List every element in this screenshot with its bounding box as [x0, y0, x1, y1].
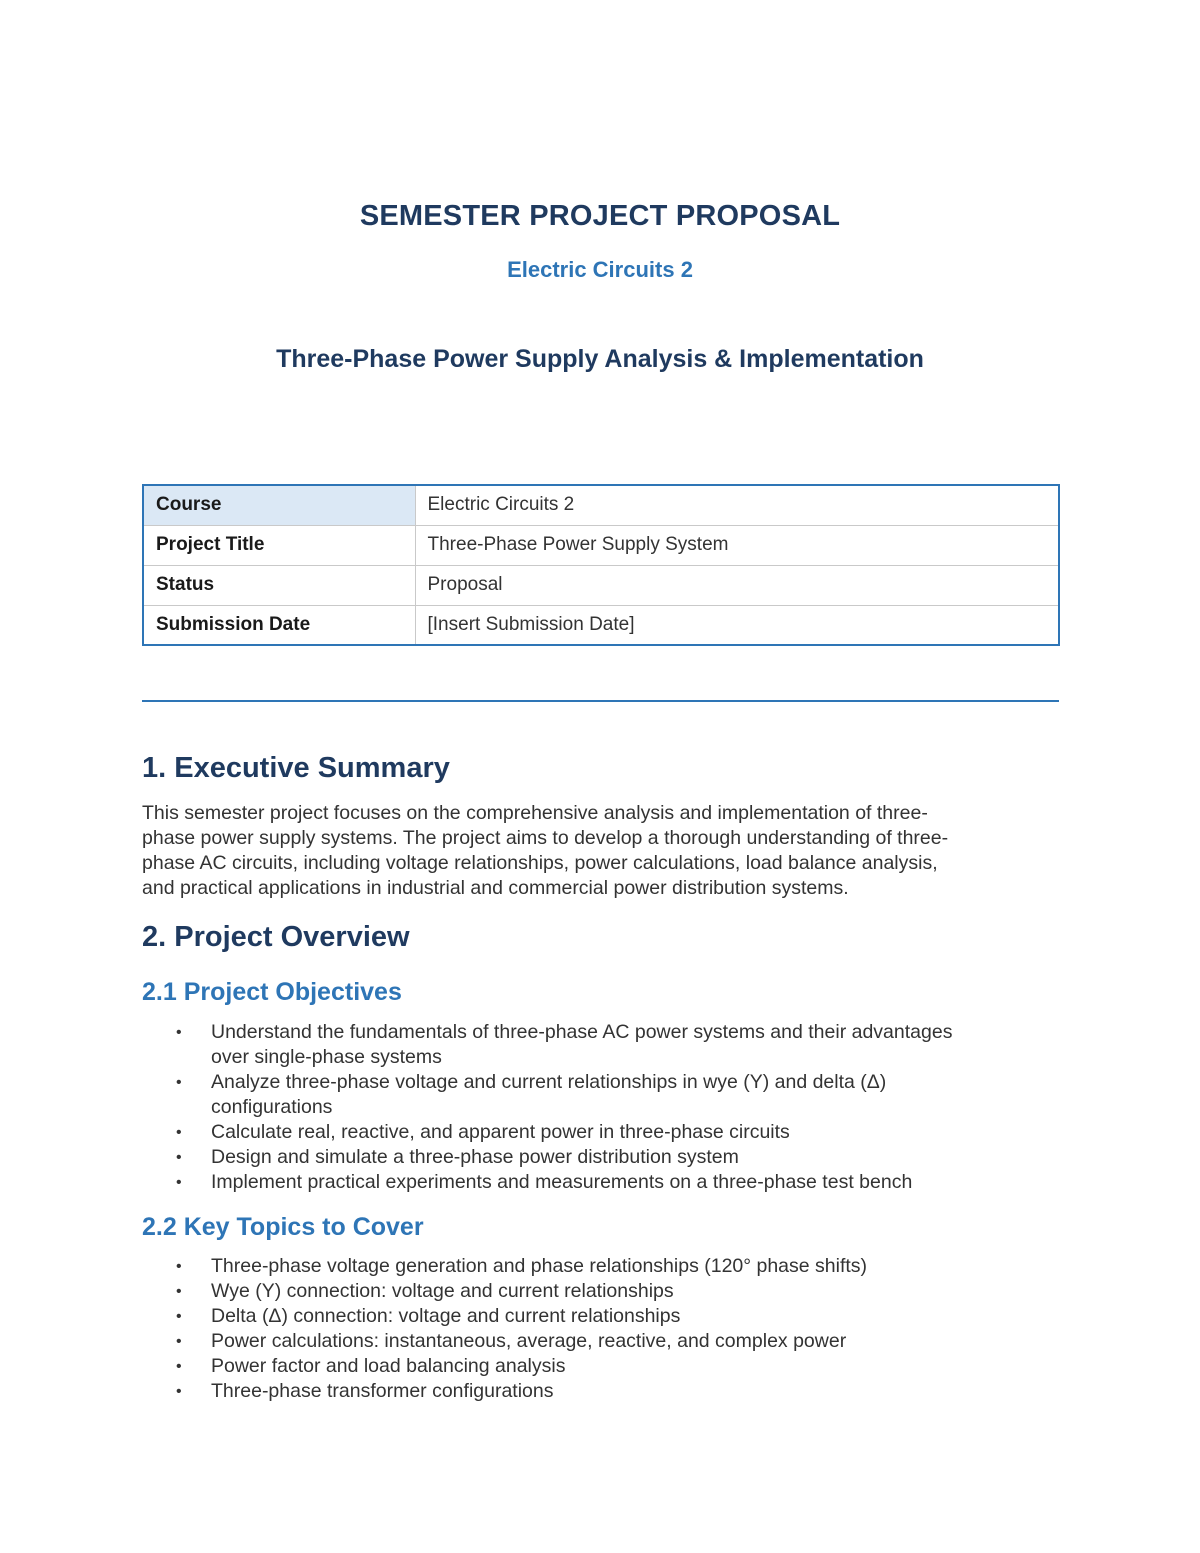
project-overview-heading: 2. Project Overview	[142, 921, 410, 953]
bullet-icon: •	[176, 1333, 182, 1350]
list-item-text: Implement practical experiments and measurements on a three-phase test bench	[211, 1171, 913, 1193]
bullet-icon: •	[176, 1174, 182, 1191]
list-item-text: Three-phase transformer configurations	[211, 1380, 554, 1402]
list-item	[142, 1304, 1072, 1329]
info-value-project-title: Three-Phase Power Supply System	[415, 525, 1059, 565]
bullet-icon: •	[176, 1124, 182, 1141]
info-value-submission-date: [Insert Submission Date]	[415, 605, 1059, 645]
objectives-list	[142, 1020, 1072, 1195]
info-value-course: Electric Circuits 2	[415, 485, 1059, 525]
list-item	[142, 1354, 1072, 1379]
bullet-icon: •	[176, 1308, 182, 1325]
topics-list	[142, 1254, 1072, 1404]
paragraph-line: This semester project focuses on the comprehensive analysis and implementation of three-	[142, 802, 928, 824]
info-key-submission-date: Submission Date	[143, 605, 415, 645]
list-item	[142, 1070, 1072, 1120]
project-objectives-heading: 2.1 Project Objectives	[142, 978, 402, 1006]
list-item-text: Power factor and load balancing analysis	[211, 1355, 566, 1377]
course-subtitle: Electric Circuits 2	[507, 257, 693, 282]
list-item	[142, 1020, 1072, 1070]
project-title-heading: Three-Phase Power Supply Analysis & Implementation	[276, 345, 924, 373]
table-row	[143, 565, 1059, 605]
key-topics-heading: 2.2 Key Topics to Cover	[142, 1213, 424, 1241]
list-item	[142, 1145, 1072, 1170]
paragraph-line: phase AC circuits, including voltage relationships, power calculations, load balance analysis,	[142, 852, 938, 874]
list-item	[142, 1254, 1072, 1279]
executive-summary-heading: 1. Executive Summary	[142, 752, 450, 784]
list-item-text: Calculate real, reactive, and apparent power in three-phase circuits	[211, 1121, 790, 1143]
document-title: SEMESTER PROJECT PROPOSAL	[359, 200, 841, 232]
list-item	[142, 1329, 1072, 1354]
bullet-icon: •	[176, 1283, 182, 1300]
table-row	[143, 525, 1059, 565]
list-item-text: Analyze three-phase voltage and current relationships in wye (Y) and delta (Δ)	[211, 1071, 887, 1093]
bullet-icon: •	[176, 1074, 182, 1091]
list-item-text: configurations	[211, 1096, 333, 1118]
bullet-icon: •	[176, 1383, 182, 1400]
list-item	[142, 1120, 1072, 1145]
paragraph-line: and practical applications in industrial and commercial power distribution systems.	[142, 877, 849, 899]
list-item-text: Understand the fundamentals of three-phase AC power systems and their advantages	[211, 1021, 953, 1043]
section-divider	[142, 700, 1059, 702]
list-item-text: over single-phase systems	[211, 1046, 442, 1068]
paragraph-line: phase power supply systems. The project aims to develop a thorough understanding of three-	[142, 827, 949, 849]
executive-summary-paragraph	[142, 801, 1062, 901]
list-item-text: Three-phase voltage generation and phase relationships (120° phase shifts)	[211, 1255, 868, 1277]
bullet-icon: •	[176, 1149, 182, 1166]
info-key-course: Course	[143, 485, 415, 525]
list-item	[142, 1170, 1072, 1195]
bullet-icon: •	[176, 1258, 182, 1275]
list-item-text: Delta (Δ) connection: voltage and current relationships	[211, 1305, 681, 1327]
bullet-icon: •	[176, 1024, 182, 1041]
list-item-text: Wye (Y) connection: voltage and current relationships	[211, 1280, 674, 1302]
bullet-icon: •	[176, 1358, 182, 1375]
project-info-table	[142, 484, 1060, 646]
list-item	[142, 1379, 1072, 1404]
info-key-project-title: Project Title	[143, 525, 415, 565]
list-item-text: Power calculations: instantaneous, average, reactive, and complex power	[211, 1330, 847, 1352]
info-key-status: Status	[143, 565, 415, 605]
list-item	[142, 1279, 1072, 1304]
table-row	[143, 605, 1059, 645]
info-value-status: Proposal	[415, 565, 1059, 605]
table-row	[143, 485, 1059, 525]
list-item-text: Design and simulate a three-phase power distribution system	[211, 1146, 739, 1168]
